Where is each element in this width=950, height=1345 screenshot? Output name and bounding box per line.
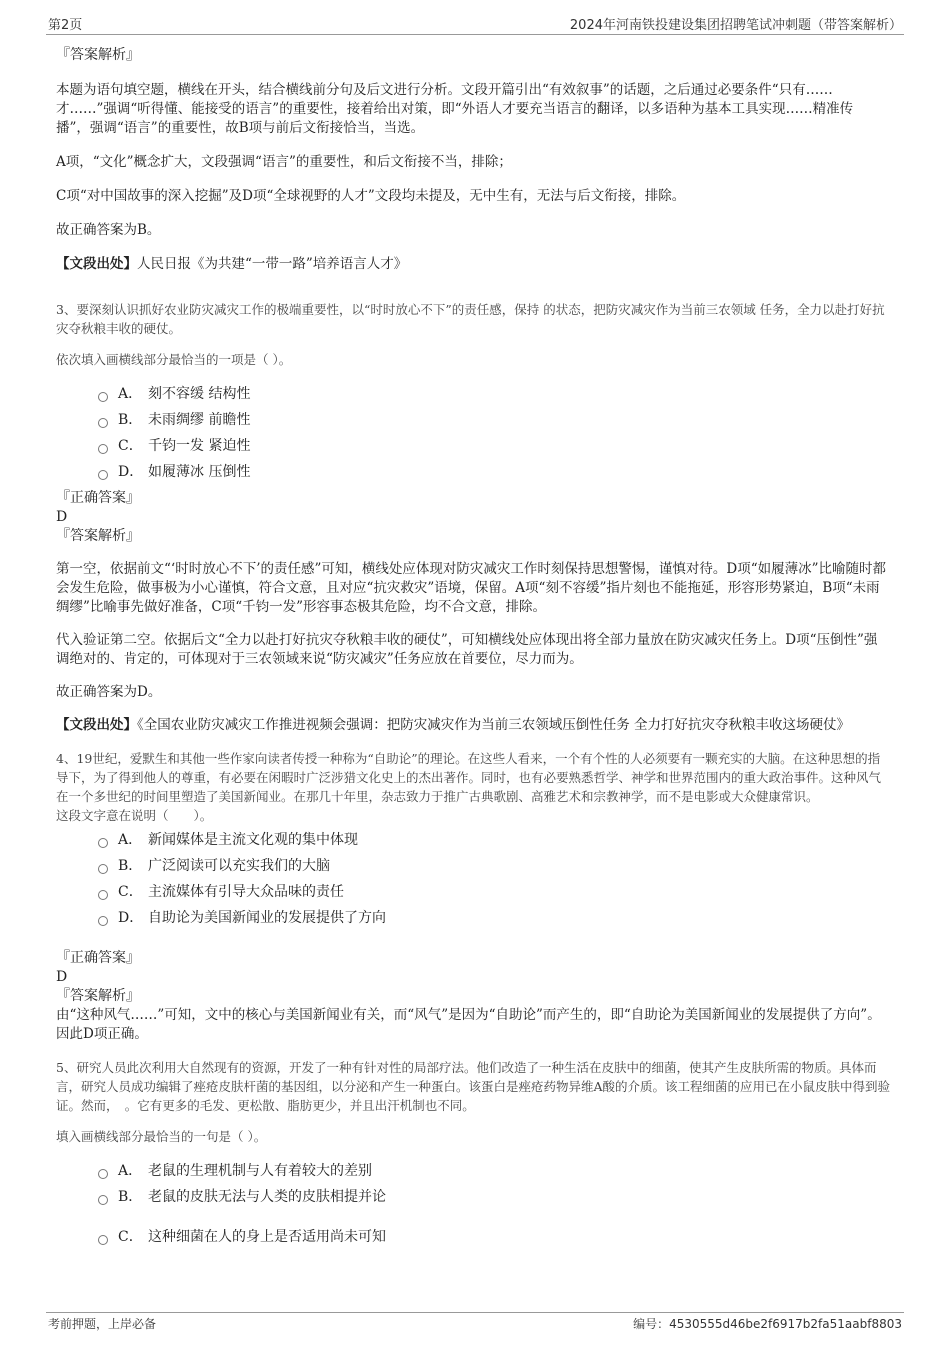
q3-answer: D [56,509,68,525]
page-header [46,12,904,35]
page-number: 第2页 [48,18,83,33]
source-label: 【文段出处】 [56,717,137,733]
radio-icon[interactable] [98,1235,108,1245]
radio-icon[interactable] [98,890,108,900]
q3-option-a[interactable]: A． 刻不容缓 结构性 [98,381,896,407]
radio-icon[interactable] [98,392,108,402]
page-footer [46,1312,904,1335]
q4-analysis: 由“这种风气……”可知，文中的核心与美国新闻业有关，而“风气”是因为“自助论”而产生的，即“自助论为美国新闻业的发展提供了方向”。因此D项正确。 [56,1007,881,1042]
radio-icon[interactable] [98,1169,108,1179]
radio-icon[interactable] [98,1195,108,1205]
footer-slogan: 考前押题，上岸必备 [48,1317,157,1331]
q3-analysis-p2: 代入验证第二空。依据后文“全力以赴打好抗灾夺秋粮丰收的硬仗”，可知横线处应体现出将全部力量放在防灾减灾任务上。D项“压倒性”强调绝对的、肯定的，可体现对于三农领域来说“防灾减灾”任务应放在首要位，尽力而为。 [56,632,878,667]
q5-options [56,1158,896,1250]
q2-analysis-p1: 本题为语句填空题，横线在开头，结合横线前分句及后文进行分析。文段开篇引出“有效叙事”的话题，之后通过必要条件“只有……才……”强调“听得懂、能接受的语言”的重要性，接着给出对策，即“外语人才要充当语言的翻译，以多语种为基本工具实现……精准传播”，强调“语言”的重要性，故B项与前后文衔接恰当，当选。 [56,82,854,136]
radio-icon[interactable] [98,418,108,428]
q2-source [56,255,896,274]
correct-answer-label: 『正确答案』 [56,950,140,966]
radio-icon[interactable] [98,864,108,874]
q3-conclusion: 故正确答案为D。 [56,684,162,700]
q3-options [56,381,896,485]
q3-option-b[interactable]: B． 未雨绸缪 前瞻性 [98,407,896,433]
q4-stem: 4、19世纪，爱默生和其他一些作家向读者传授一种称为“自助论”的理论。在这些人看来，一个有个性的人必须要有一颗充实的大脑。在这种思想的指导下，为了得到他人的尊重，有必要在闲暇时广泛涉猎文化史上的杰出著作。同时，也有必要熟悉哲学、神学和世界范围内的重大政治事件。这种风气在一个多世纪的时间里塑造了美国新闻业。在那几十年里，杂志致力于推广古典歌剧、高雅艺术和宗教神学，而不是电影或大众健康常识。 [56,751,882,804]
radio-icon[interactable] [98,838,108,848]
q4-answer: D [56,969,68,985]
q2-analysis-p2: A项，“文化”概念扩大，文段强调“语言”的重要性，和后文衔接不当，排除； [56,154,512,170]
q5-prompt: 填入画横线部分最恰当的一句是（ ）。 [56,1129,267,1144]
document-title: 2024年河南铁投建设集团招聘笔试冲刺题（带答案解析） [569,18,902,33]
q4-prompt: 这段文字意在说明（ ）。 [56,808,213,823]
q3-stem: 3、要深刻认识抓好农业防灾减灾工作的极端重要性，以“时时放心不下”的责任感，保持 的状态，把防灾减灾作为当前三农领域 任务，全力以赴打好抗灾夺秋粮丰收的硬仗。 [56,302,885,336]
q5-option-a[interactable]: A． 老鼠的生理机制与人有着较大的差别 [98,1158,896,1184]
q3-source-text: 《全国农业防灾减灾工作推进视频会强调：把防灾减灾作为当前三农领域压倒性任务 全力打好抗灾夺秋粮丰收这场硬仗》 [137,717,851,733]
q3-option-c[interactable]: C． 千钧一发 紧迫性 [98,433,896,459]
q2-conclusion: 故正确答案为B。 [56,222,161,238]
document-id: 编号：4530555d46be2f6917b2fa51aabf8803 [633,1317,902,1331]
q4-option-c[interactable]: C． 主流媒体有引导大众品味的责任 [98,879,896,905]
source-label: 【文段出处】 [56,256,137,272]
q3-option-d[interactable]: D． 如履薄冰 压倒性 [98,459,896,485]
q4-option-a[interactable]: A． 新闻媒体是主流文化观的集中体现 [98,827,896,853]
q4-options [56,827,896,931]
radio-icon[interactable] [98,444,108,454]
q2-analysis-p3: C项“对中国故事的深入挖掘”及D项“全球视野的人才”文段均未提及，无中生有，无法与后文衔接，排除。 [56,188,686,204]
q4-option-b[interactable]: B． 广泛阅读可以充实我们的大脑 [98,853,896,879]
q5-option-c[interactable]: C． 这种细菌在人的身上是否适用尚未可知 [98,1224,896,1250]
q3-source [56,716,886,735]
q3-analysis-p1: 第一空，依据前文“‘时时放心不下’的责任感”可知，横线处应体现对防灾减灾工作时刻保持思想警惕，谨慎对待。D项“如履薄冰”比喻随时都会发生危险，做事极为小心谨慎，符合文意，且对应“抗灾救灾”语境，保留。A项“刻不容缓”指片刻也不能拖延，形容形势紧迫，B项“未雨绸缪”比喻事先做好准备，C项“千钧一发”形容事态极其危险，均不合文意，排除。 [56,561,887,615]
analysis-label: 『答案解析』 [56,528,140,544]
q4-option-d[interactable]: D． 自助论为美国新闻业的发展提供了方向 [98,905,896,931]
radio-icon[interactable] [98,470,108,480]
correct-answer-label: 『正确答案』 [56,490,140,506]
q2-source-text: 人民日报《为共建“一带一路”培养语言人才》 [137,256,408,272]
analysis-label: 『答案解析』 [56,47,140,63]
page-content [56,44,896,1250]
q3-prompt: 依次填入画横线部分最恰当的一项是（ ）。 [56,352,292,367]
analysis-label: 『答案解析』 [56,988,140,1004]
radio-icon[interactable] [98,916,108,926]
q5-option-b[interactable]: B． 老鼠的皮肤无法与人类的皮肤相提并论 [98,1184,896,1210]
q5-stem: 5、研究人员此次利用大自然现有的资源，开发了一种有针对性的局部疗法。他们改造了一种生活在皮肤中的细菌，使其产生皮肤所需的物质。具体而言，研究人员成功编辑了痤疮皮肤杆菌的基因组，以分泌和产生一种蛋白。该蛋白是痤疮药物异维A酸的介质。该工程细菌的应用已在小鼠皮肤中得到验证。然而， 。它有更多的毛发、更松散、脂肪更少，并且出汗机制也不同。 [56,1060,891,1113]
